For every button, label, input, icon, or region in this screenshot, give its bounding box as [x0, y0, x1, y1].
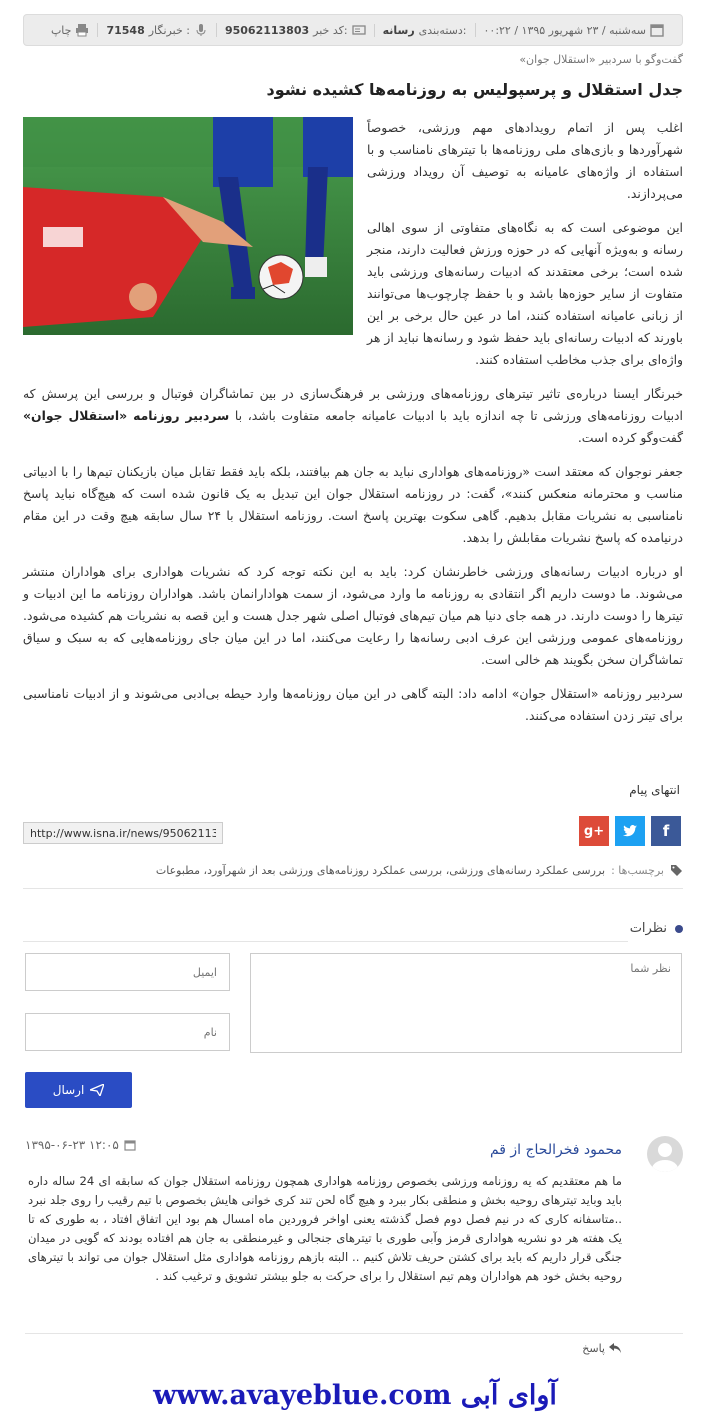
article-paragraph: [23, 383, 683, 449]
share-row: [23, 816, 683, 848]
bullet-dot: [675, 925, 683, 933]
comment-date: [25, 1138, 136, 1152]
paragraph-text: گفت‌وگو کرده است.: [577, 430, 683, 445]
avatar: [647, 1136, 683, 1172]
divider: [23, 941, 628, 942]
email-field[interactable]: [25, 953, 230, 991]
twitter-icon: [623, 825, 637, 837]
reply-button[interactable]: [582, 1342, 622, 1355]
article-meta-bar: [23, 14, 683, 46]
send-label: ارسال: [52, 1083, 85, 1097]
comment-author: محمود فخرالحاج از قم: [489, 1142, 622, 1158]
printer-icon: [75, 23, 89, 37]
reporter-value: 71548: [106, 23, 145, 37]
news-code-meta: [216, 23, 374, 37]
article-paragraph: سردبیر روزنامه «استقلال جوان» ادامه داد: البته گاهی در این میان روزنامه‌ها وارد حیطه بی‌ادبی می‌شوند و از ادبیات نامناسبی برای تیتر زدن استفاده می‌کنند.: [23, 686, 683, 723]
twitter-share-button[interactable]: [615, 816, 645, 846]
reply-label: پاسخ: [582, 1342, 605, 1355]
print-label: چاپ: [50, 23, 72, 37]
footer-brand[interactable]: www.avayeblue.com آوای آبی: [153, 1380, 557, 1411]
image-float-spacer: [23, 117, 367, 343]
comment-body: ما هم معتقدیم که یه روزنامه ورزشی بخصوص روزنامه هواداری همچون روزنامه استقلال جوان که سابقه ای 24 ساله داره باید وباید تیترهای روحیه بخش و منطقی بکار ببرد و هیچ گاه لحن تند کری خوانی هایش بخصوص با تیم رقیب را روی جلد نبرد ..متاسفانه کاری که در نیم فصل دوم فصل گذشته یعنی اواخر فروردین ماه امسال هم بود این اتفاق افتاد ، به طوری که تا یک هفته هر دو نشریه هواداری قرمز وآبی طوری با تیترهای جنجالی و غیرمنطقی به جان هم افتاده بودند که گویی در میدان جنگی قرار داریم که باید برای کشتن حریف تلاش کنیم .. البته بازهم روزنامه هواداری مثل استقلال جوان می تواند با تیترهای روحیه بخش خود هم هواداران وهم تیم استقلال را برای حرکت به جلو بیشتر تشویق و ترغیب کند .: [28, 1174, 622, 1283]
google-plus-share-button[interactable]: [579, 816, 609, 846]
article-paragraph: او درباره ادبیات رسانه‌های ورزشی خاطرنشان کرد: باید به این نکته توجه کرد که نشریات هواداری برای هواداران منتشر می‌شوند. ما دوست داریم اگر انتقادی به روزنامه ما وارد می‌شود، از سمت هوادارانمان باشد. هواداران روزنامه ما این ادبیات و تیترها را دوست دارند. در همه جای دنیا هم میان تیم‌های فوتبال اصلی شهر جدل هست و این قصه به نشریات هم کشیده می‌شود. روزنامه‌های عمومی ورزشی این عرف ادبی رسانه‌ها را رعایت می‌کنند، اما در این میان جای روزنامه‌هایی که به سبک و سیاق تماشاگران سخن بگویند هم خالی است.: [23, 564, 683, 667]
send-comment-button[interactable]: [25, 1072, 132, 1108]
category-meta: [374, 24, 475, 37]
date-meta: [475, 23, 673, 37]
news-code-label: کد خبر:: [313, 23, 348, 37]
microphone-icon: [194, 23, 208, 37]
tags-row: [156, 864, 683, 877]
tag-icon: [670, 864, 683, 877]
google-plus-icon: g+: [583, 823, 605, 839]
comment-date-text: ۱۳۹۵-۰۶-۲۳ ۱۲:۰۵: [25, 1138, 119, 1152]
comments-heading: [630, 921, 683, 936]
facebook-icon: f: [662, 822, 670, 840]
reporter-label: خبرنگار :: [148, 23, 190, 37]
calendar-icon: [124, 1139, 136, 1151]
paragraph-text: خبرنگار ایسنا درباره‌ی تاثیر تیترهای روزنامه‌های ورزشی بر فرهنگ‌سازی در بین تماشاگران فوتبال و بررسی این پرسش که ادبیات روزنامه‌های ورزشی تا چه اندازه باید با ادبیات عامیانه جامعه متفاوت باشد، با: [23, 386, 684, 423]
bold-text: سردبیر روزنامه «استقلال جوان»: [23, 408, 230, 423]
article-date: سه‌شنبه / ۲۳ شهریور ۱۳۹۵ / ۰۰:۲۲: [483, 23, 646, 37]
reporter-meta: [97, 23, 215, 37]
article-paragraph: اغلب پس از اتمام رویدادهای مهم ورزشی، خصوصاً شهرآوردها و بازی‌های ملی روزنامه‌ها با تیترهای نامناسب و با استفاده از واژه‌های عامیانه به توصیف آن رویداد ورزشی می‌پردازند.: [367, 120, 683, 201]
print-button[interactable]: [43, 23, 98, 37]
category-value[interactable]: رسانه: [382, 23, 415, 37]
send-icon: [90, 1084, 104, 1096]
comment-textarea[interactable]: [250, 953, 682, 1053]
article-title: جدل استقلال و پرسپولیس به روزنامه‌ها کشیده نشود: [266, 80, 683, 99]
name-field[interactable]: [25, 1013, 230, 1051]
calendar-icon: [650, 23, 664, 37]
news-code-value: 95062113803: [224, 23, 310, 37]
tags-label: برچسب‌ها :: [611, 864, 664, 877]
short-link-input[interactable]: [23, 822, 223, 844]
id-card-icon: [352, 23, 366, 37]
facebook-share-button[interactable]: [651, 816, 681, 846]
divider: [25, 1333, 683, 1334]
reply-icon: [609, 1343, 622, 1354]
category-label: دسته‌بندی:: [418, 23, 467, 37]
comments-title: نظرات: [629, 921, 667, 936]
article-subtitle: گفت‌وگو با سردبیر «استقلال جوان»: [519, 53, 683, 66]
article-body: [23, 117, 683, 739]
article-paragraph: این موضوعی است که به نگاه‌های متفاوتی از سوی اهالی رسانه و به‌ویژه آنهایی که در حوزه ورزش فعالیت دارند، منجر شده است؛ برخی معتقدند که ادبیات رسانه‌های ورزشی باید متفاوت از سایر حوزه‌ها باشد و با حفظ چارچوب‌ها می‌توانند از زبانی عامیانه استفاده کنند، اما در عین حال برخی بر این باورند که ادبیات رسانه‌ای باید حفظ شود و رسانه‌ها نباید از هر واژه‌ای برای جذب مخاطب استفاده کنند.: [367, 220, 683, 367]
tags-list[interactable]: بررسی عملکرد رسانه‌های ورزشی، بررسی عملکرد روزنامه‌های ورزشی بعد از شهرآورد، مطبوعات: [155, 864, 606, 877]
end-of-message: انتهای پیام: [629, 783, 680, 797]
article-paragraph: جعفر نوجوان که معتقد است «روزنامه‌های هواداری نباید به جان هم بیافتند، بلکه باید فقط تقابل میان بازیکنان تیم‌ها را با ادبیاتی مناسب و محترمانه منعکس کنند»، گفت: در روزنامه استقلال جوان این تبدیل به یک قانون شده است که هیچ‌گاه نباید پاسخ نامناسبی به نشریات مقابل بدهیم. گاهی سکوت بهترین پاسخ است. روزنامه استقلال با ۲۴ سال سابقه هیچ وقت در این مقام درنیامده که پاسخ نشریات مقابلش را بدهد.: [23, 464, 683, 545]
user-avatar-icon: [647, 1136, 683, 1172]
divider: [23, 888, 683, 889]
